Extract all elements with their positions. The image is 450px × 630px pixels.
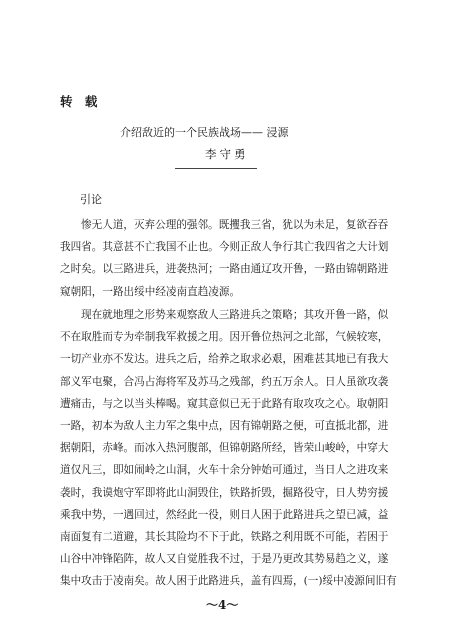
text-line: 惨无人道，灭弃公理的强邻。既攫我三省，犹以为未足，复欲吞吞 <box>81 219 389 231</box>
text-line: 集中攻击于凌南矣。故人困于此路进兵，盖有四焉，(一)绥中凌源间旧有 <box>60 575 397 588</box>
text-line: 乘我中势，一遇回过，然经此一役，则日人困于此路进兵之望已减，益 <box>60 508 389 521</box>
paragraph-2 <box>60 304 400 592</box>
text-line: 一路，初本为敌人主力军之集中点，因有锦朝路之便，可直抵北都，进 <box>60 419 389 432</box>
article-title: 介绍敌近的一个民族战场—— 浸源 <box>120 126 289 139</box>
text-line: 山谷中冲锋陷阵，故人又自觉胜我不过，于是乃更改其势易趋之义，遂 <box>60 553 389 566</box>
text-line: 遭痛击，与之以当头棒喝。窥其意似已无于此路有取攻攻之心。取朝阳 <box>60 397 389 410</box>
introduction-heading: 引论 <box>80 193 102 206</box>
text-line: 一切产业亦不发达。进兵之后，给养之取求必艰，困难甚其地已有我大 <box>60 353 389 366</box>
text-line: 现在就地理之形势来观察敌人三路进兵之策略；其攻开鲁一路，似 <box>81 309 389 321</box>
text-line: 我四省。其意甚不亡我国不止也。今则正敌人争行其亡我四省之大计划 <box>60 241 389 254</box>
text-line: 部义军屯聚，合冯占海将军及苏马之残部，约五万余人。日人虽欲攻袭 <box>60 375 389 388</box>
text-line: 南面复有二道避，其长其险均不下于此，铁路之利用既不可能，若困于 <box>60 530 389 543</box>
section-tag: 转 载 <box>60 94 102 109</box>
text-line: 不在取胜而专为牵制我军救援之用。因开鲁位热河之北部，气候较寒， <box>60 331 389 344</box>
text-line: 道仅凡三，即如闹岭之山洞，火车十余分钟始可通过，当日人之进攻来 <box>60 464 389 477</box>
page-number: ～4～ <box>206 598 239 612</box>
text-line: 之时矣。以三路进兵，进袭热河；一路由通辽攻开鲁，一路由锦朝路进 <box>60 263 389 276</box>
author-underline <box>175 168 257 169</box>
text-line: 袭时，我谟炮守军即将此山洞毁住，铁路折毁，掘路役守，日人势穷援 <box>60 486 389 499</box>
text-line: 窥朝阳，一路出绥中经凌南直趋凌源。 <box>60 285 241 298</box>
author-name: 李守勇 <box>205 147 249 161</box>
paragraph-1 <box>60 214 400 303</box>
text-line: 据朝阳，赤峰。而冰入热河腹部，但锦朝路所经，皆荣山峻岭，中穿大 <box>60 442 389 455</box>
